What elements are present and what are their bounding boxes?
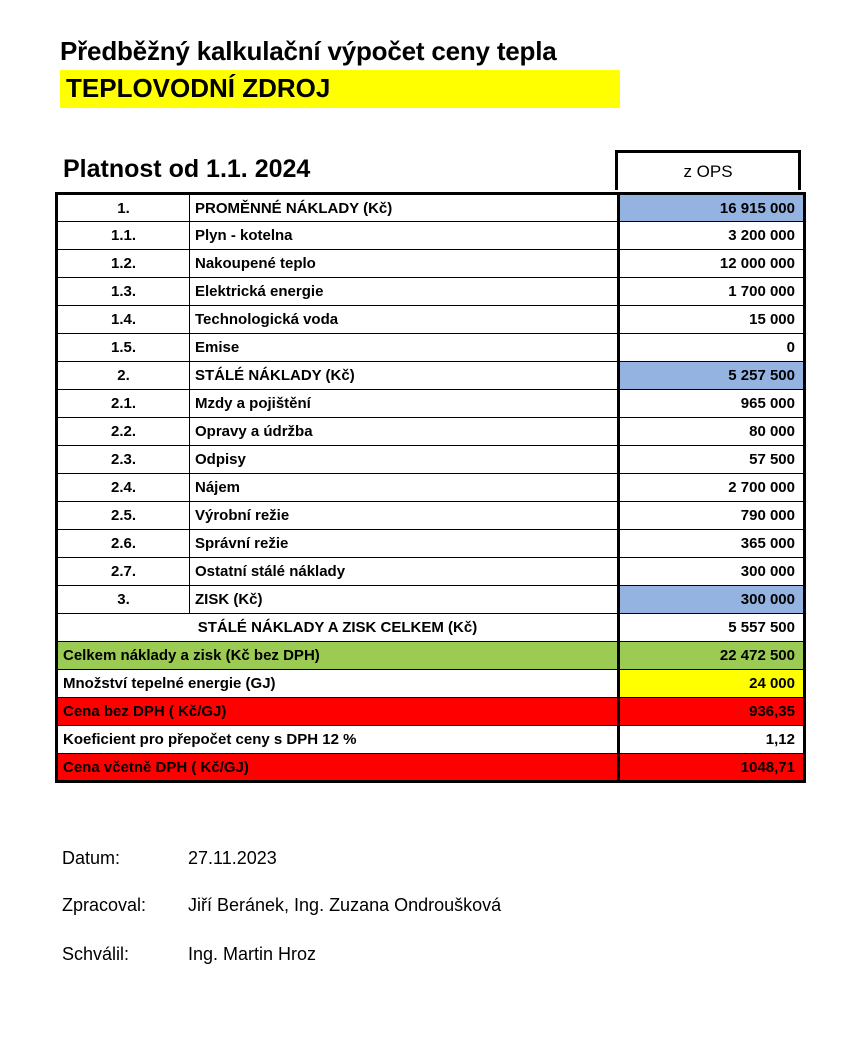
row-label: STÁLÉ NÁKLADY (Kč) bbox=[190, 362, 619, 390]
row-label: Opravy a údržba bbox=[190, 418, 619, 446]
footer-row-date bbox=[62, 848, 802, 869]
prepared-by-value: Jiří Beránek, Ing. Zuzana Ondroušková bbox=[188, 895, 502, 915]
table-row bbox=[57, 614, 805, 642]
row-value: 3 200 000 bbox=[619, 222, 805, 250]
row-label: Výrobní režie bbox=[190, 502, 619, 530]
row-index: 1.3. bbox=[57, 278, 190, 306]
row-label: Cena bez DPH ( Kč/GJ) bbox=[57, 698, 619, 726]
row-value: 965 000 bbox=[619, 390, 805, 418]
row-value: 936,35 bbox=[619, 698, 805, 726]
row-index: 1.4. bbox=[57, 306, 190, 334]
row-value: 1 700 000 bbox=[619, 278, 805, 306]
approved-by-value: Ing. Martin Hroz bbox=[188, 944, 317, 964]
table-row bbox=[57, 194, 805, 222]
date-value: 27.11.2023 bbox=[188, 848, 277, 868]
row-value: 5 557 500 bbox=[619, 614, 805, 642]
row-value: 16 915 000 bbox=[619, 194, 805, 222]
heat-price-calculation-table bbox=[55, 192, 806, 783]
source-column-header: z OPS bbox=[615, 150, 801, 190]
row-label: Správní režie bbox=[190, 530, 619, 558]
row-label: Koeficient pro přepočet ceny s DPH 12 % bbox=[57, 726, 619, 754]
row-index: 2.1. bbox=[57, 390, 190, 418]
table-row bbox=[57, 558, 805, 586]
row-label: Nakoupené teplo bbox=[190, 250, 619, 278]
table-row bbox=[57, 390, 805, 418]
row-value: 24 000 bbox=[619, 670, 805, 698]
table-row bbox=[57, 306, 805, 334]
table-row bbox=[57, 670, 805, 698]
row-label: Plyn - kotelna bbox=[190, 222, 619, 250]
row-label: Emise bbox=[190, 334, 619, 362]
row-label: Nájem bbox=[190, 474, 619, 502]
date-label: Datum: bbox=[62, 848, 121, 868]
row-value: 80 000 bbox=[619, 418, 805, 446]
approved-by-label: Schválil: bbox=[62, 944, 130, 964]
table-row bbox=[57, 362, 805, 390]
row-index: 1.1. bbox=[57, 222, 190, 250]
table-row bbox=[57, 222, 805, 250]
row-index: 2. bbox=[57, 362, 190, 390]
row-index: 1.2. bbox=[57, 250, 190, 278]
table-row bbox=[57, 446, 805, 474]
row-index: 2.5. bbox=[57, 502, 190, 530]
table-header-band bbox=[55, 150, 803, 192]
table-row bbox=[57, 586, 805, 614]
row-value: 57 500 bbox=[619, 446, 805, 474]
row-value: 0 bbox=[619, 334, 805, 362]
prepared-by-label: Zpracoval: bbox=[62, 895, 147, 915]
footer-row-approved-by bbox=[62, 944, 802, 965]
row-label: PROMĚNNÉ NÁKLADY (Kč) bbox=[190, 194, 619, 222]
row-value: 300 000 bbox=[619, 586, 805, 614]
table-row bbox=[57, 502, 805, 530]
row-value: 12 000 000 bbox=[619, 250, 805, 278]
table-row bbox=[57, 474, 805, 502]
row-label: Cena včetně DPH ( Kč/GJ) bbox=[57, 754, 619, 782]
row-label: Mzdy a pojištění bbox=[190, 390, 619, 418]
table-row bbox=[57, 726, 805, 754]
row-index: 3. bbox=[57, 586, 190, 614]
row-label: ZISK (Kč) bbox=[190, 586, 619, 614]
table-row bbox=[57, 418, 805, 446]
row-index: 2.6. bbox=[57, 530, 190, 558]
row-value: 300 000 bbox=[619, 558, 805, 586]
row-index: 2.3. bbox=[57, 446, 190, 474]
row-label: Celkem náklady a zisk (Kč bez DPH) bbox=[57, 642, 619, 670]
row-label: Elektrická energie bbox=[190, 278, 619, 306]
row-index: 2.7. bbox=[57, 558, 190, 586]
table-row bbox=[57, 334, 805, 362]
row-value: 790 000 bbox=[619, 502, 805, 530]
row-value: 2 700 000 bbox=[619, 474, 805, 502]
row-label: Technologická voda bbox=[190, 306, 619, 334]
row-value: 1048,71 bbox=[619, 754, 805, 782]
row-label: Množství tepelné energie (GJ) bbox=[57, 670, 619, 698]
row-label: Ostatní stálé náklady bbox=[190, 558, 619, 586]
page-title: Předběžný kalkulační výpočet ceny tepla bbox=[60, 36, 557, 66]
table-row bbox=[57, 698, 805, 726]
row-value: 1,12 bbox=[619, 726, 805, 754]
row-index: 2.4. bbox=[57, 474, 190, 502]
page-subtitle: TEPLOVODNÍ ZDROJ bbox=[60, 70, 620, 108]
table-body bbox=[57, 194, 805, 782]
row-index: 1. bbox=[57, 194, 190, 222]
row-value: 365 000 bbox=[619, 530, 805, 558]
footer-row-prepared-by bbox=[62, 895, 802, 916]
row-value: 5 257 500 bbox=[619, 362, 805, 390]
table-row bbox=[57, 530, 805, 558]
row-label: STÁLÉ NÁKLADY A ZISK CELKEM (Kč) bbox=[57, 614, 619, 642]
page-subtitle-wrapper bbox=[60, 70, 620, 108]
row-value: 22 472 500 bbox=[619, 642, 805, 670]
row-index: 1.5. bbox=[57, 334, 190, 362]
row-value: 15 000 bbox=[619, 306, 805, 334]
row-label: Odpisy bbox=[190, 446, 619, 474]
document-title-block bbox=[60, 34, 800, 108]
table-row bbox=[57, 642, 805, 670]
table-row bbox=[57, 250, 805, 278]
validity-heading: Platnost od 1.1. 2024 bbox=[63, 155, 311, 183]
table-row bbox=[57, 278, 805, 306]
row-index: 2.2. bbox=[57, 418, 190, 446]
document-footer bbox=[62, 848, 802, 991]
table-row bbox=[57, 754, 805, 782]
